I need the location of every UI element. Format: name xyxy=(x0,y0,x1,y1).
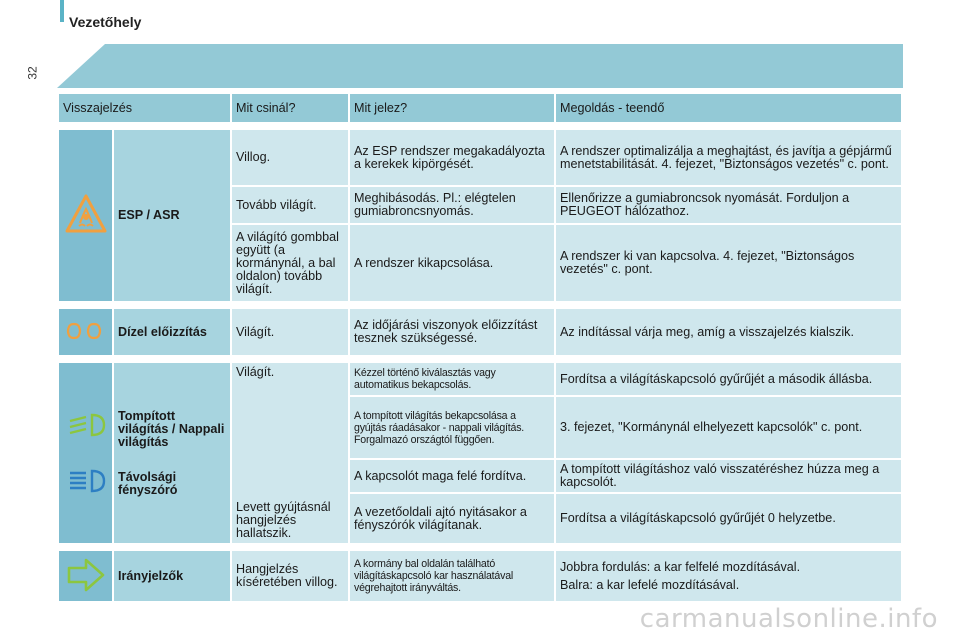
main-beam-icon xyxy=(64,467,108,495)
diesel-icon-cell xyxy=(59,309,112,355)
diesel-action: Világít. xyxy=(232,309,348,355)
header-indicator: Visszajelzés xyxy=(59,94,230,122)
header-banner xyxy=(57,44,903,88)
lights-meaning-2: A tompított világítás bekapcsolása a gyújtás ráadásakor - nappali világítás. Forgalmazó országtól függően. xyxy=(350,397,554,458)
lights-action-cell xyxy=(232,363,348,543)
indicator-solution-cell xyxy=(556,551,901,601)
esp-meaning-3: A rendszer kikapcsolása. xyxy=(350,225,554,301)
lights-action-top: Világít. xyxy=(236,365,275,379)
esp-name: ESP / ASR xyxy=(114,130,230,301)
header-solution: Megoldás - teendő xyxy=(556,94,901,122)
header-meaning: Mit jelez? xyxy=(350,94,554,122)
diesel-solution: Az indítással várja meg, amíg a visszajelzés kialszik. xyxy=(556,309,901,355)
turn-signal-arrow-icon xyxy=(66,557,106,593)
indicator-name: Irányjelzők xyxy=(114,551,230,601)
lights-meaning-4: A vezetőoldali ajtó nyitásakor a fényszórók világítanak. xyxy=(350,494,554,543)
indicator-meaning: A kormány bal oldalán található világításkapcsoló kar használatával végrehajtott irányváltás. xyxy=(350,551,554,601)
esp-icon-cell xyxy=(59,130,112,301)
esp-solution-1: A rendszer optimalizálja a meghajtást, és javítja a gépjármű menetstabilitását. 4. fejezet, "Biztonságos vezetés" c. pont. xyxy=(556,130,901,185)
table-row xyxy=(59,363,901,395)
esp-solution-3: A rendszer ki van kapcsolva. 4. fejezet, "Biztonságos vezetés" c. pont. xyxy=(556,225,901,301)
lights-name-cell xyxy=(114,363,230,543)
header-action: Mit csinál? xyxy=(232,94,348,122)
table-row xyxy=(59,551,901,601)
watermark: carmanualsonline.info xyxy=(639,604,938,634)
diesel-name: Dízel előizzítás xyxy=(114,309,230,355)
table-header-row xyxy=(59,94,901,122)
section-title: Vezetőhely xyxy=(69,14,142,30)
warning-lights-table xyxy=(57,92,903,603)
main-beam-name: Távolsági fényszóró xyxy=(118,469,178,497)
section-accent-bar xyxy=(60,0,64,22)
indicator-solution-left: Balra: a kar lefelé mozdításával. xyxy=(560,577,740,592)
lights-icon-cell xyxy=(59,363,112,543)
esp-meaning-2: Meghibásodás. Pl.: elégtelen gumiabroncsnyomás. xyxy=(350,187,554,223)
esp-triangle-icon xyxy=(64,193,108,235)
esp-action-2: Tovább világít. xyxy=(232,187,348,223)
diesel-meaning: Az időjárási viszonyok előizzítást tesznek szükségessé. xyxy=(350,309,554,355)
indicator-icon-cell xyxy=(59,551,112,601)
table-row xyxy=(59,130,901,185)
lights-action-bottom: Levett gyújtásnál hangjelzés hallatszik. xyxy=(236,500,331,540)
table-row xyxy=(59,309,901,355)
dipped-beam-name: Tompított világítás / Nappali világítás xyxy=(118,408,225,449)
dipped-beam-icon xyxy=(64,411,108,439)
indicator-solution-right: Jobbra fordulás: a kar felfelé mozdításával. xyxy=(560,559,801,574)
lights-solution-3: A tompított világításhoz való visszatéréshez húzza meg a kapcsolót. xyxy=(556,460,901,492)
esp-meaning-1: Az ESP rendszer megakadályozta a kerekek kipörgését. xyxy=(350,130,554,185)
esp-solution-2: Ellenőrizze a gumiabroncsok nyomását. Forduljon a PEUGEOT hálózathoz. xyxy=(556,187,901,223)
esp-action-3: A világító gombbal együtt (a kormánynál, a bal oldalon) tovább világít. xyxy=(232,225,348,301)
lights-solution-1: Fordítsa a világításkapcsoló gyűrűjét a második állásba. xyxy=(556,363,901,395)
lights-meaning-3: A kapcsolót maga felé fordítva. xyxy=(350,460,554,492)
indicator-action: Hangjelzés kíséretében villog. xyxy=(232,551,348,601)
lights-solution-4: Fordítsa a világításkapcsoló gyűrűjét 0 helyzetbe. xyxy=(556,494,901,543)
esp-action-1: Villog. xyxy=(232,130,348,185)
page-number: 32 xyxy=(25,66,40,80)
lights-solution-2: 3. fejezet, "Kormánynál elhelyezett kapcsolók" c. pont. xyxy=(556,397,901,458)
glow-plug-icon xyxy=(64,319,108,343)
lights-meaning-1: Kézzel történő kiválasztás vagy automatikus bekapcsolás. xyxy=(350,363,554,395)
